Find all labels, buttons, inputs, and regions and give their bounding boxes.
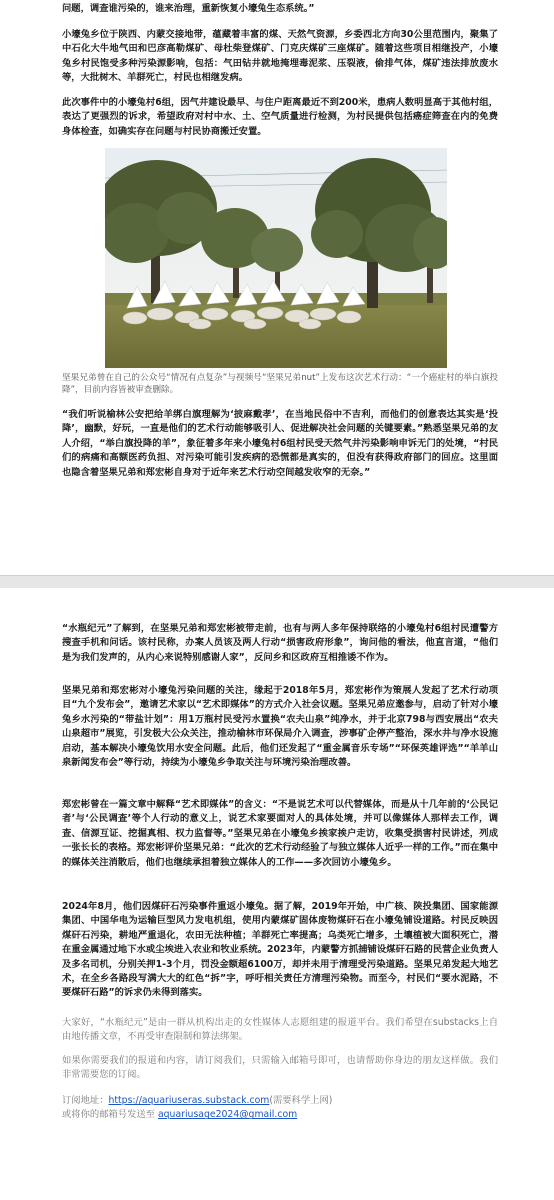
paragraph-intro-end: 问题，调查谁污染的，谁来治理，重新恢复小壕兔生态系统。” (62, 3, 315, 14)
article-page-2 (0, 588, 554, 1200)
article-page-1 (0, 0, 554, 575)
paragraph-art-project-history: 坚果兄弟和郑宏彬对小壕兔污染问题的关注，缘起于2018年5月，郑宏彬作为策展人发起了艺术行动项目“九个发布会”，邀请艺术家以“艺术即媒体”的方式介入社会议题。坚果兄弟应邀参与，启动了针对小壕兔乡水污染的“带盐计划”：用1万瓶村民受污水置换“农夫山泉”纯净水，并于北京798与西安展出“农夫山泉超市”展览，引发极大公众关注，推动榆林市环保局介入调查，涉事矿企停产整治，深水井与净水设施启动，基本解决小壕兔饮用水安全问题。此后，他们还发起了“重金属音乐专场”“环保英雄评选”“羊羊山泉新闻发布会”等行动，持续为小壕兔乡争取关注与环境污染治理改善。 (62, 685, 498, 769)
paragraph-white-flag-quote: “我们听说榆林公安把给羊绑白旗理解为‘披麻戴孝’，在当地民俗中不吉利，而他们的创意表达其实是‘投降’，幽默，好玩，一直是他们的艺术行动能够吸引人、促进解决社会问题的关键要素。”熟悉坚果兄弟的友人介绍，“举白旗投降的羊”，象征着多年来小壕兔村6组村民受天然气井污染影响申诉无门的处境，“村民们的病痛和高额医药负担、对污染可能引发疾病的恐慌都是真实的，但没有获得政府部门的回应。这里面也隐含着坚果兄弟和郑宏彬自身对于近年来艺术行动空间越发收窄的无奈。” (62, 409, 498, 478)
paragraph-art-as-media: 郑宏彬曾在一篇文章中解释“艺术即媒体”的含义：“不是说艺术可以代替媒体，而是从十几年前的‘公民记者’与‘公民调查’等个人行动的意义上，说艺术家要面对人的具体处境，并可以像媒体人那样去工作，调查、信源互证、挖掘真相、权力监督等。”坚果兄弟在小壕兔乡挨家挨户走访，收集受损害村民讲述，列成一张长长的表格。郑宏彬评价坚果兄弟：“此次的艺术行动经验了与独立媒体人近乎一样的工作。”而在集中的媒体关注消散后，他们也继续承担着独立媒体人的工作——多次回访小壕兔乡。 (62, 799, 498, 868)
paragraph-group6: 此次事件中的小壕兔村6组，因气井建设最早、与住户距离最近不到200米，患病人数明显高于其他村组，表达了更强烈的诉求，希望政府对村中水、土、空气质量进行检测，为村民提供包括癌症筛查在内的免费身体检查，如确实存在问题与村民协商搬迁安置。 (62, 97, 498, 137)
subscription-label: 订阅地址： (62, 1095, 109, 1106)
paragraph-xiaohaotu-background: 小壕兔乡位于陕西、内蒙交接地带，蕴藏着丰富的煤、天然气资源，乡委西北方向30公里范围内，聚集了中石化大牛地气田和巴彦高勒煤矿、母杜柴登煤矿、门克庆煤矿三座煤矿。随着这些项目相继投产，小壕兔乡村民饱受多种污染源影响，包括：气田钻井就地掩埋毒泥浆、压裂液，偷排气体，煤矿违法排放废水等，大批树木、羊群死亡，村民也相继发病。 (62, 29, 498, 84)
paragraph-villager-interrogated: “水瓶纪元”了解到，在坚果兄弟和郑宏彬被带走前，也有与两人多年保持联络的小壕兔村6组村民遭警方搜查手机和问话。该村民称，办案人员该及两人行动“损害政府形象”，询问他的看法，他直言道，“他们是为我们发声的，从内心来说特别感谢人家”，反问乡和区政府互相推诿不作为。 (62, 623, 498, 663)
subscription-address-line (62, 1094, 498, 1123)
vpn-note: (需要科学上网) (269, 1095, 333, 1106)
paragraph-coal-gangue-road: 2024年8月，他们因煤矸石污染事件重返小壕兔。据了解，2019年开始，中广核、陕投集团、国家能源集团、中国华电为运输巨型风力发电机组，使用内蒙煤矿固体废物煤矸石在小壕兔铺设道路。村民反映因煤矸石污染，耕地严重退化，农田无法种植；羊群死亡率提高；乌类死亡增多，土壤植被大面积死亡，潜在重金属通过地下水或尘埃进入农业和牧业系统。2023年，内蒙警方抓捕铺设煤矸石路的民营企业负责人及多名司机，分别关押1-3个月，罚没金额超6100万，却并未用于清理受污染道路。坚果兄弟发起大地艺术，在全乡各路段写满大大的红色“拆”字，呼吁相关责任方清理污染物。而至今，村民们“要水泥路，不要煤矸石路”的诉求仍未得到落实。 (62, 901, 498, 999)
footer-subscribe-request: 如果你需要我们的报道和内容，请订阅我们，只需输入邮箱号即可，也请帮助你身边的朋友这样做。我们非常需要您的订阅。 (62, 1055, 498, 1081)
photo-caption: 坚果兄弟曾在自己的公众号“情况有点复杂”与视频号“坚果兄弟nut”上发布这次艺术行动：“一个癌症村的举白旗投降”，目前内容皆被审查删除。 (62, 373, 498, 395)
page-break (0, 575, 554, 589)
email-link[interactable]: aquariusage2024@gmail.com (157, 1109, 298, 1121)
sheep-white-flags-photo (105, 148, 447, 368)
email-label: 或将你的邮箱号发送至 (62, 1109, 155, 1121)
footer-intro: 大家好，“水瓶纪元”是由一群从机构出走的女性媒体人志愿组建的报道平台。我们希望在substacks上自由地传播文章，不再受审查限制和算法绑架。 (62, 1017, 498, 1043)
substack-link[interactable]: https://aquariuseras.substack.com (108, 1095, 270, 1106)
